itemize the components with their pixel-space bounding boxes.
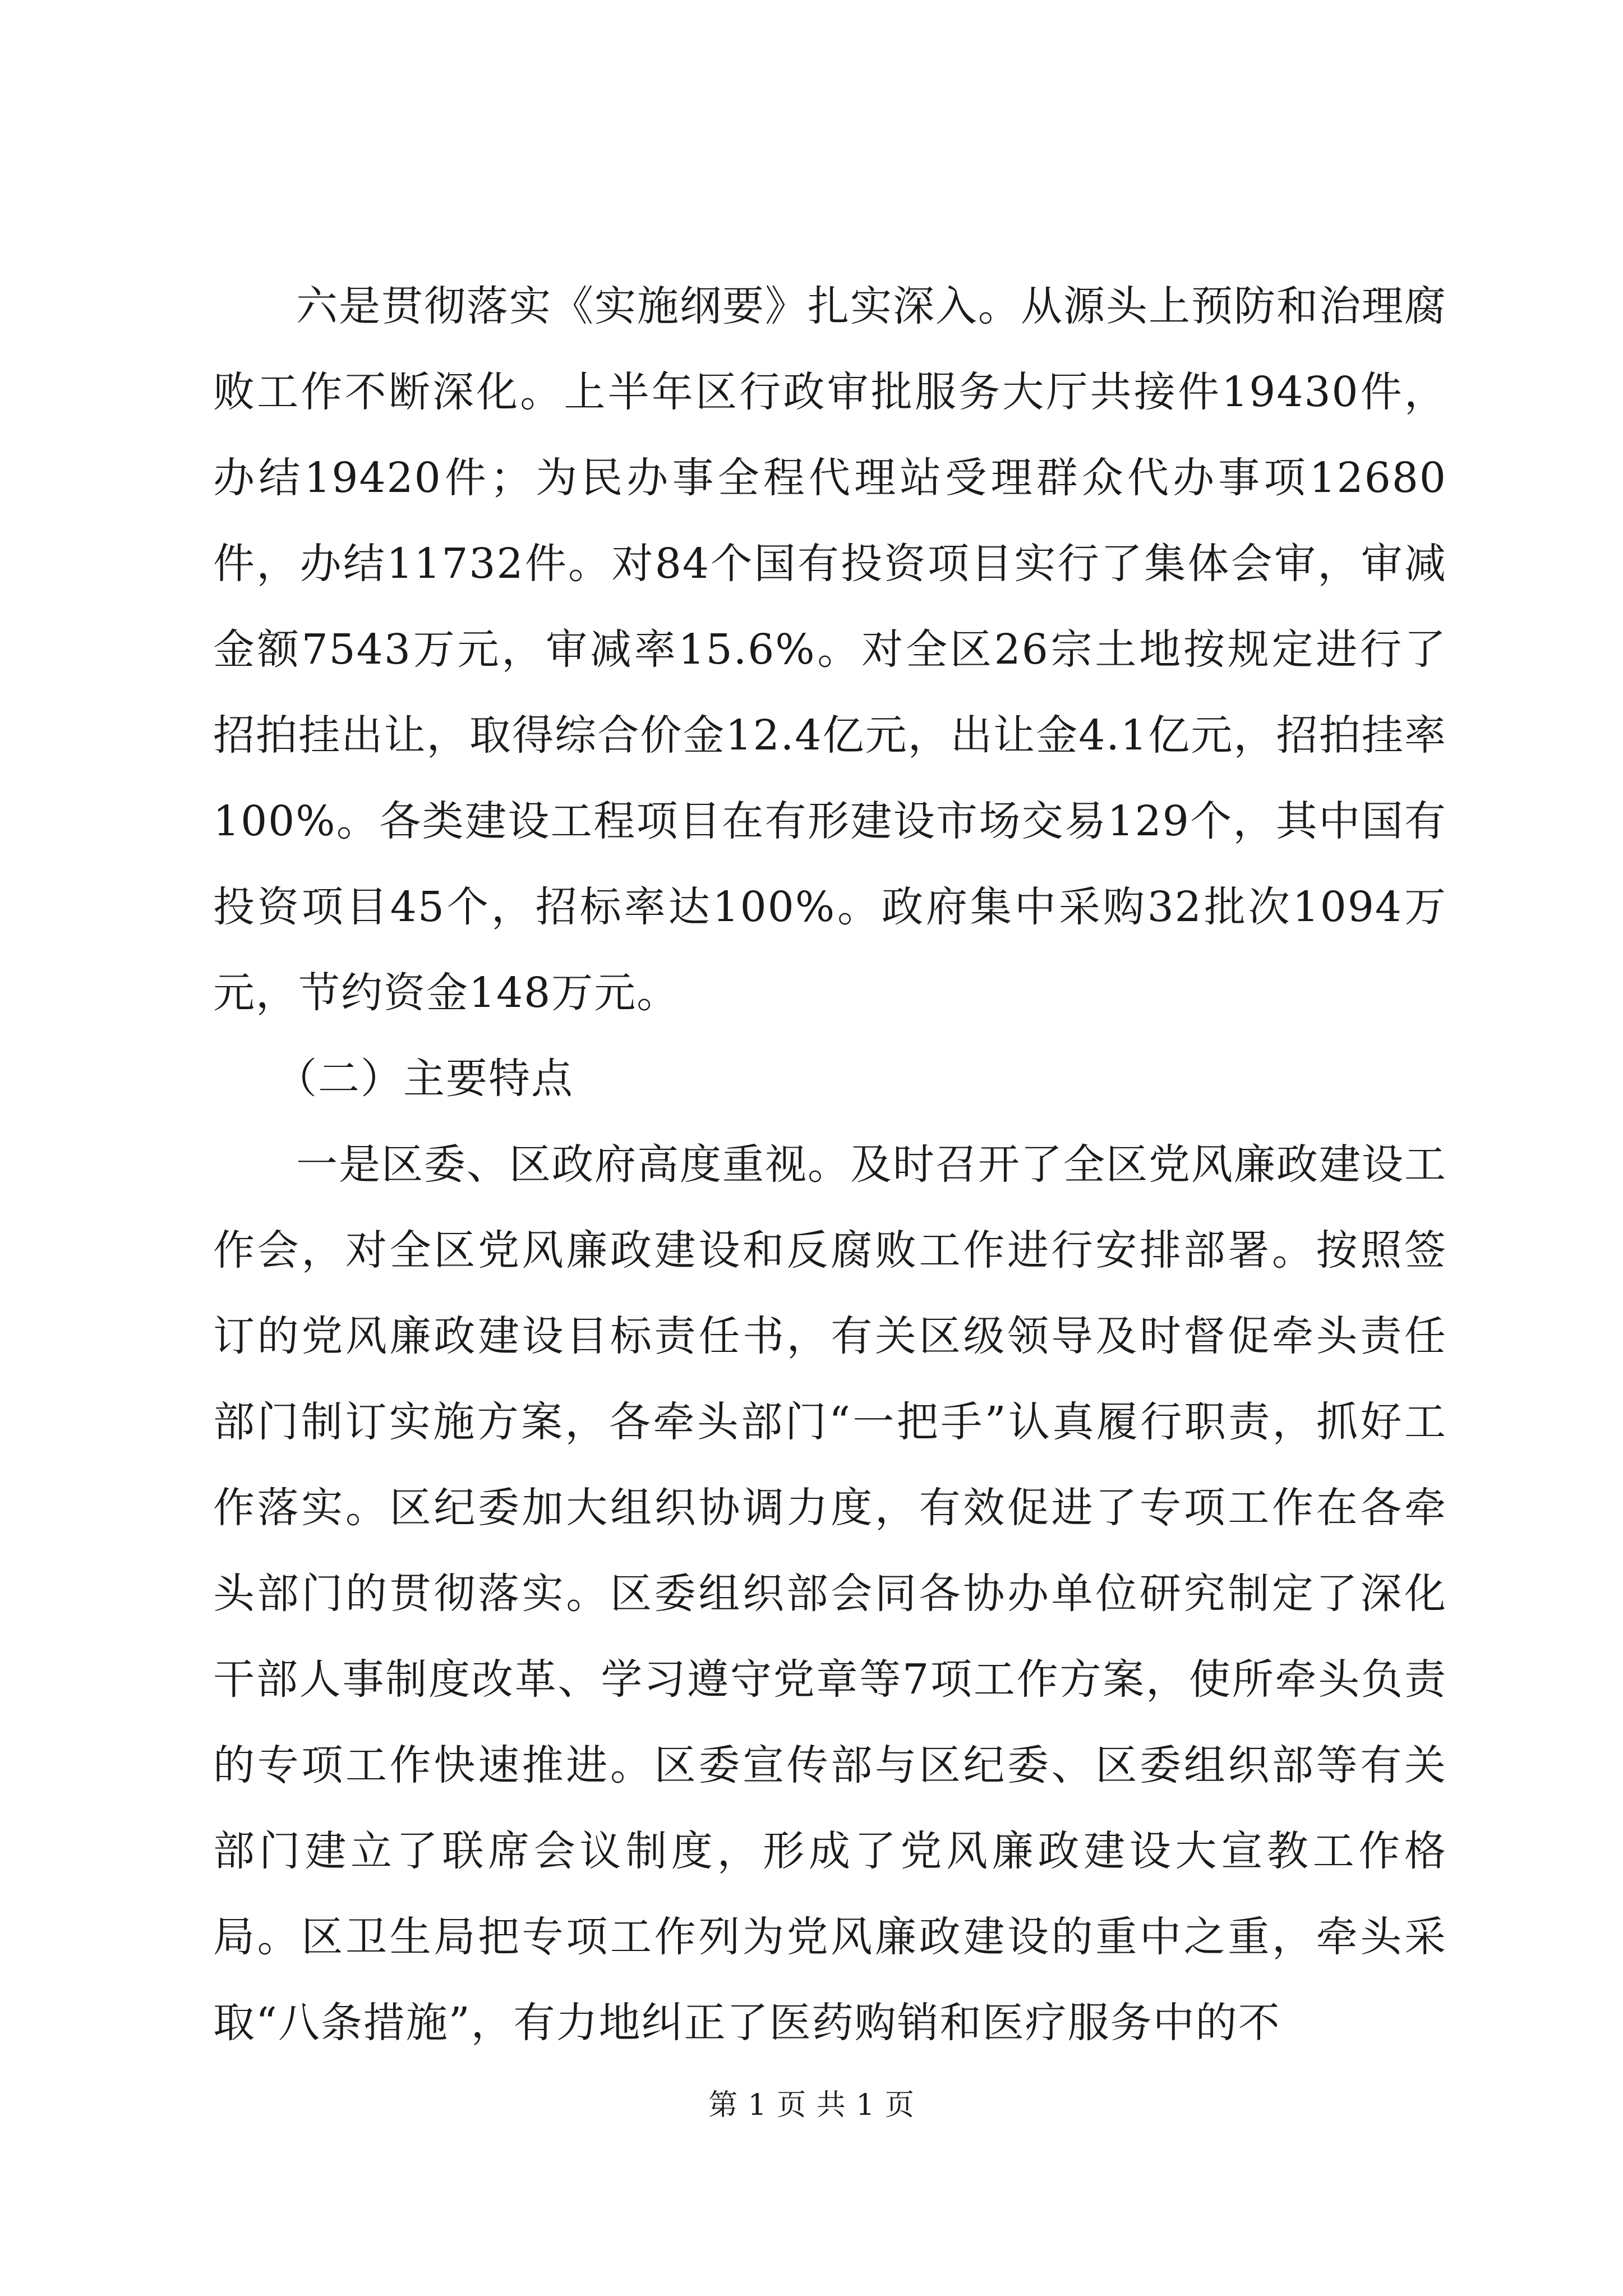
- section-heading-main-features: （二）主要特点: [275, 1055, 574, 1103]
- page-footer: 第 1 页 共 1 页: [708, 2088, 915, 2122]
- paragraph-implementation: 六是贯彻落实《实施纲要》扎实深入。从源头上预防和治理腐败工作不断深化。上半年区行政审批服务大厅共接件19430件，办结19420件；为民办事全程代理站受理群众代办事项12680件，办结11732件。对84个国有投资项目实行了集体会审，审减金额7543万元，审减率15.6%。对全区26宗土地按规定进行了招拍挂出让，取得综合价金12.4亿元，出让金4.1亿元，招拍挂率100%。各类建设工程项目在有形建设市场交易129个，其中国有投资项目45个，招标率达100%。政府集中采购32批次1094万元，节约资金148万元。: [213, 282, 1447, 1017]
- document-body: [213, 264, 1447, 2066]
- paragraph-leadership: 一是区委、区政府高度重视。及时召开了全区党风廉政建设工作会，对全区党风廉政建设和反腐败工作进行安排部署。按照签订的党风廉政建设目标责任书，有关区级领导及时督促牵头责任部门制订实施方案，各牵头部门“一把手”认真履行职责，抓好工作落实。区纪委加大组织协调力度，有效促进了专项工作在各牵头部门的贯彻落实。区委组织部会同各协办单位研究制定了深化干部人事制度改革、学习遵守党章等7项工作方案，使所牵头负责的专项工作快速推进。区委宣传部与区纪委、区委组织部等有关部门建立了联席会议制度，形成了党风廉政建设大宣教工作格局。区卫生局把专项工作列为党风廉政建设的重中之重，牵头采取“八条措施”，有力地纠正了医药购销和医疗服务中的不: [213, 1140, 1447, 2047]
